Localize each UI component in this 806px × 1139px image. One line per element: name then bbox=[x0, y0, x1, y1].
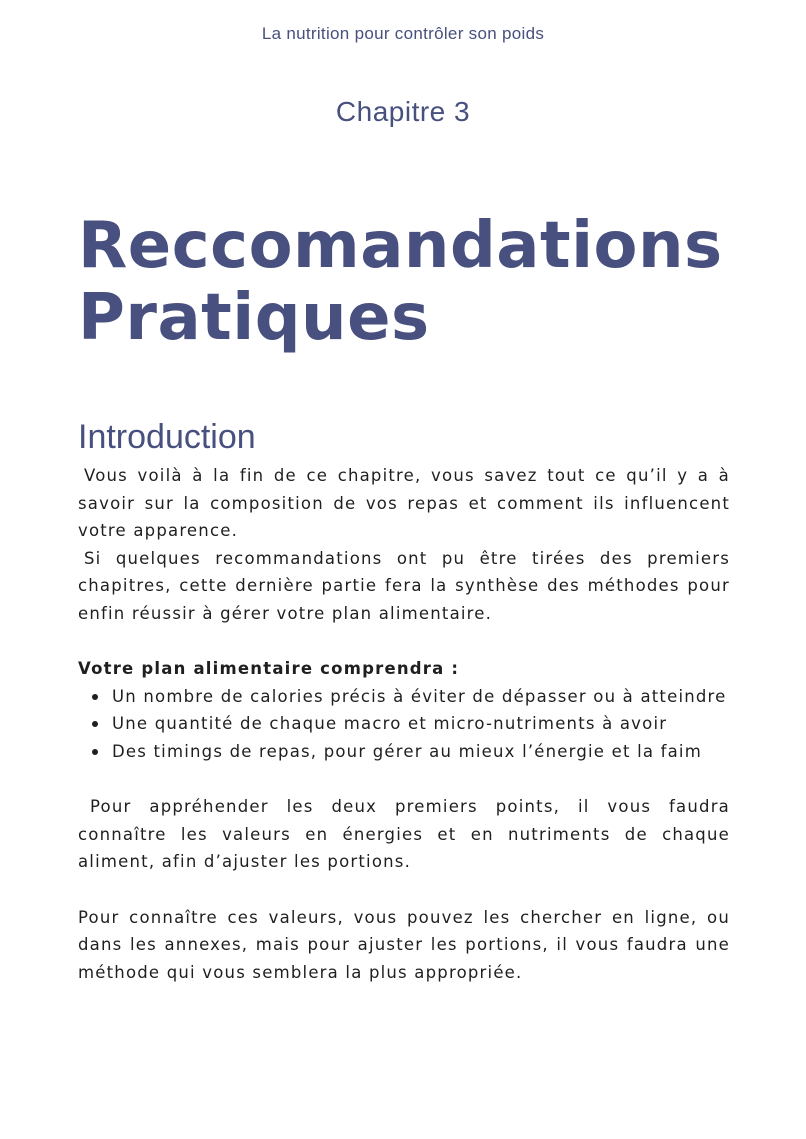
list-item: Une quantité de chaque macro et micro-nutriments à avoir bbox=[112, 710, 730, 738]
list-item: Un nombre de calories précis à éviter de dépasser ou à atteindre bbox=[112, 683, 730, 711]
spacer bbox=[78, 627, 730, 655]
spacer bbox=[78, 765, 730, 793]
intro-paragraph-1: Vous voilà à la fin de ce chapitre, vous savez tout ce qu’il y a à savoir sur la composition de vos repas et comment ils influencent votre apparence. bbox=[78, 466, 730, 540]
title-line-1: Reccomandations bbox=[78, 209, 723, 283]
spacer bbox=[78, 876, 730, 904]
closing-paragraph-1: Pour appréhender les deux premiers points, il vous faudra connaître les valeurs en énergies et en nutriments de chaque aliment, afin d’ajuster les portions. bbox=[78, 797, 730, 871]
closing-paragraph-2: Pour connaître ces valeurs, vous pouvez les chercher en ligne, ou dans les annexes, mais pour ajuster les portions, il vous faudra une méthode qui vous semblera la plus appropriée. bbox=[78, 907, 730, 982]
intro-paragraph-2: Si quelques recommandations ont pu être tirées des premiers chapitres, cette dernière partie fera la synthèse des méthodes pour enfin réussir à gérer votre plan alimentaire. bbox=[78, 548, 730, 623]
list-item: Des timings de repas, pour gérer au mieux l’énergie et la faim bbox=[112, 738, 730, 766]
running-header: La nutrition pour contrôler son poids bbox=[261, 24, 545, 43]
title-line-2: Pratiques bbox=[78, 281, 430, 355]
plan-list bbox=[78, 683, 730, 766]
body-text bbox=[78, 462, 730, 986]
plan-title: Votre plan alimentaire comprendra : bbox=[78, 659, 460, 678]
page-title bbox=[78, 210, 768, 354]
introduction-heading: Introduction bbox=[78, 418, 256, 456]
chapter-label: Chapitre 3 bbox=[335, 96, 471, 127]
